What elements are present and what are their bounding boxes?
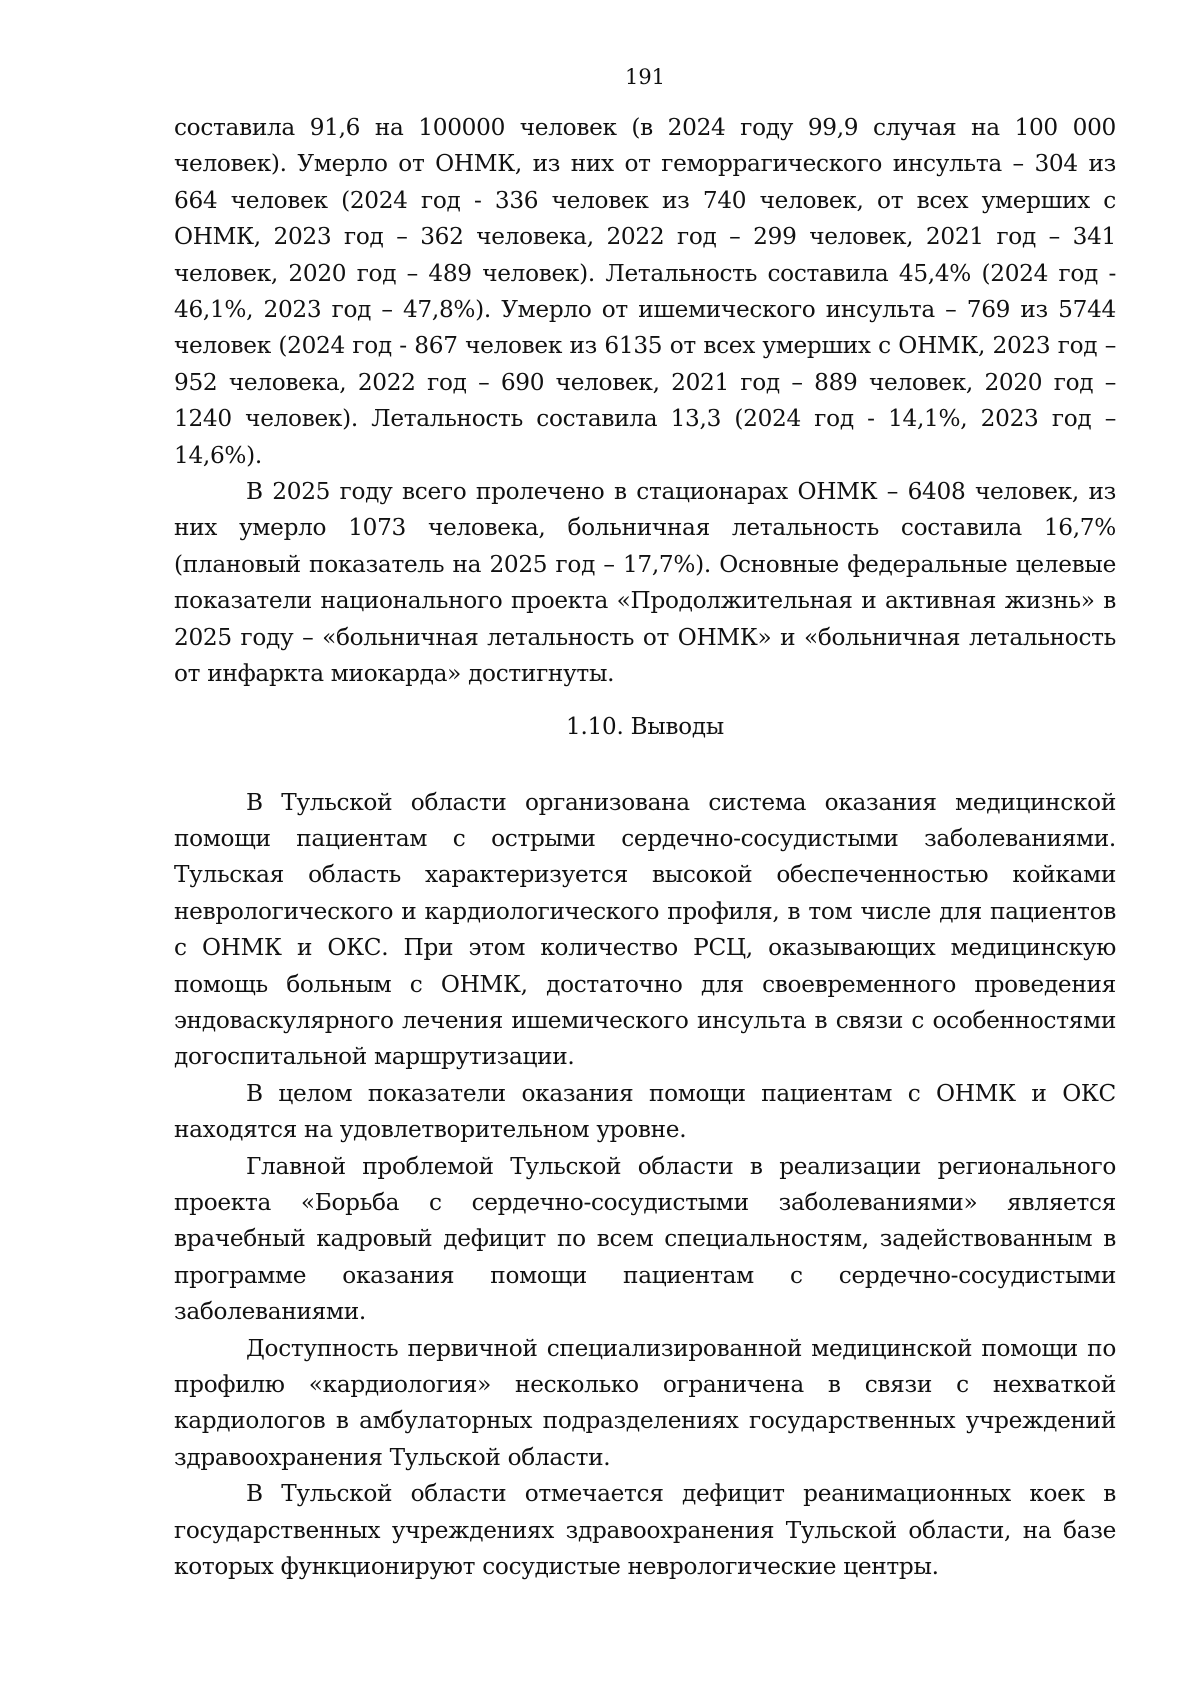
paragraph-conclusion-icu-beds: В Тульской области отмечается дефицит реанимационных коек в государственных учреждениях здравоохранения Тульской области, на базе которых функционируют сосудистые неврологические центры.: [174, 1480, 1116, 1581]
paragraph-stroke-treatment: В 2025 году всего пролечено в стационарах ОНМК – 6408 человек, из них умерло 1073 человека, больничная летальность составила 16,7% (плановый показатель на 2025 год – 17,7%). Основные федеральные целевые показатели национального проекта «Продолжительная и активная жизнь» в 2025 году – «больничная летальность от ОНМК» и «больничная летальность от инфаркта миокарда» достигнуты.: [174, 478, 1116, 688]
paragraph-conclusion-cardiology-access: Доступность первичной специализированной медицинской помощи по профилю «кардиология» несколько ограничена в связи с нехваткой кардиологов в амбулаторных подразделениях государственных учреждений здравоохранения Тульской области.: [174, 1334, 1116, 1471]
paragraph-conclusion-indicators: В целом показатели оказания помощи пациентам с ОНМК и ОКС находятся на удовлетворительном уровне.: [174, 1079, 1116, 1144]
page-number: 191: [624, 65, 666, 89]
paragraph-conclusion-staffing: Главной проблемой Тульской области в реализации регионального проекта «Борьба с сердечно-сосудистыми заболеваниями» является врачебный кадровый дефицит по всем специальностям, задействованным в программе оказания помощи пациентам с сердечно-сосудистыми заболеваниями.: [174, 1152, 1116, 1326]
paragraph-conclusion-system: В Тульской области организована система оказания медицинской помощи пациентам с острыми сердечно-сосудистыми заболеваниями. Тульская область характеризуется высокой обеспеченностью койками неврологического и кардиологического профиля, в том числе для пациентов с ОНМК и ОКС. При этом количество РСЦ, оказывающих медицинскую помощь больным с ОНМК, достаточно для своевременного проведения эндоваскулярного лечения ишемического инсульта в связи с особенностями догоспитальной маршрутизации.: [174, 788, 1116, 1071]
section-heading: 1.10. Выводы: [566, 713, 724, 740]
document-page: [174, 62, 1116, 1585]
paragraph-continued: составила 91,6 на 100000 человек (в 2024 году 99,9 случая на 100 000 человек). Умерло от ОНМК, из них от геморрагического инсульта – 304 из 664 человек (2024 год - 336 человек из 740 человек, от всех умерших с ОНМК, 2023 год – 362 человека, 2022 год – 299 человек, 2021 год – 341 человек, 2020 год – 489 человек). Летальность составила 45,4% (2024 год - 46,1%, 2023 год – 47,8%). Умерло от ишемического инсульта – 769 из 5744 человек (2024 год - 867 человек из 6135 от всех умерших с ОНМК, 2023 год – 952 человека, 2022 год – 690 человек, 2021 год – 889 человек, 2020 год – 1240 человек). Летальность составила 13,3 (2024 год - 14,1%, 2023 год – 14,6%).: [174, 114, 1116, 469]
